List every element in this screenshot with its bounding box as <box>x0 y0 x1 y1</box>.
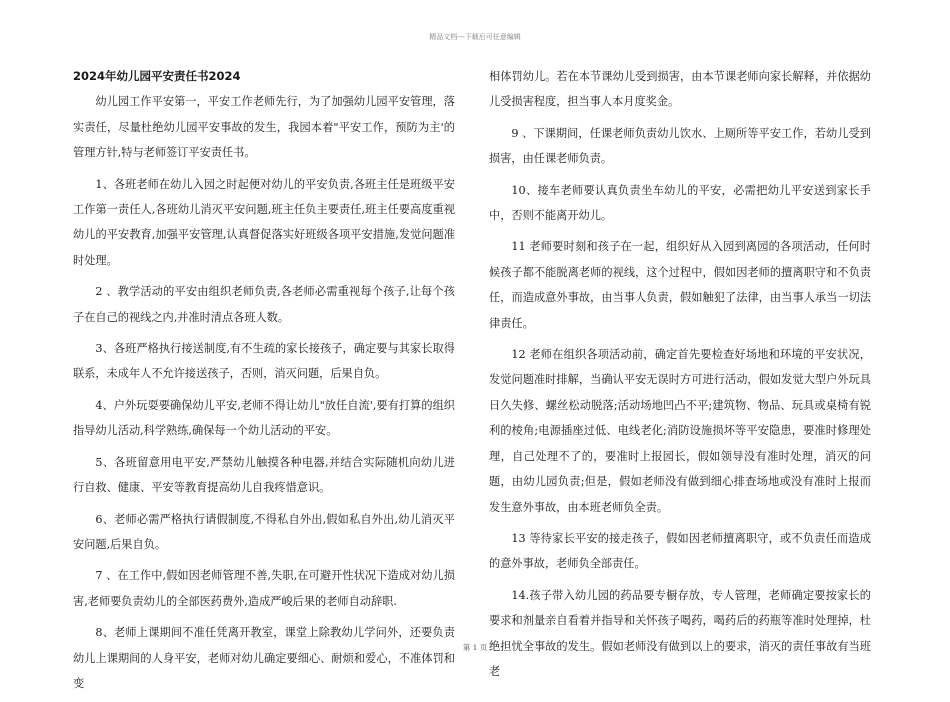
paragraph-item-9: 9 、下课期间，任课老师负责幼儿饮水、上厕所等平安工作，若幼儿受到损害，由任课老师负责。 <box>489 126 871 166</box>
page-number: 第 1 页 <box>462 643 488 652</box>
paragraph-intro: 幼儿园工作平安第一，平安工作老师先行，为了加强幼儿园平安管理，落实责任，尽量杜绝幼儿园平安事故的发生，我园本着"平安工作，预防为主'的管理方针,特与老师签订平安责任书。 <box>73 95 455 160</box>
paragraph-item-12: 12 老师在组织各项活动前，确定首先要检查好场地和环境的平安状况，发觉问题准时排解，当确认平安无误时方可进行活动，假如发觉大型户外玩具日久失修、螺丝松动脱落;活动场地凹凸不平;建筑物、物品、玩具或桌椅有锐利的棱角;电源插座过低、电线老化;消防设施损坏等平安隐患，要准时修理处理，自己处理不了的，要准时上报园长，假如领导没有准时处理，消灭的问题，由幼儿园负责;但是，假如老师没有做到细心排查场地或没有准时上报而发生意外事故，由本班老师负全责。 <box>489 348 871 514</box>
paragraph-item-4: 4、户外玩耍要确保幼儿平安,老师不得让幼儿"放任自流',要有打算的组织指导幼儿活动,科学熟练,确保每一个幼儿活动的平安。 <box>73 398 455 438</box>
paragraph-item-6: 6、老师必需严格执行请假制度,不得私自外出,假如私自外出,幼儿消灭平安问题,后果自负。 <box>73 512 455 551</box>
paragraph-item-2: 2 、教学活动的平安由组织老师负责,各老师必需重视每个孩子,让每个孩子在自己的视线之内,并准时清点各班人数。 <box>73 285 455 324</box>
left-column <box>73 64 455 702</box>
paragraph-item-13: 13 等待家长平安的接走孩子，假如因老师擅离职守，或不负责任而造成的意外事故，老师负全部责任。 <box>489 531 871 571</box>
paragraph-item-11: 11 老师要时刻和孩子在一起，组织好从入园到离园的各项活动，任何时候孩子都不能脱离老师的视线，这个过程中，假如因老师的擅离职守和不负责任，而造成意外事故，由当事人负责，假如触犯了法律，由当事人承当一切法律责任。 <box>489 240 871 330</box>
paragraph-item-14: 14.孩子带入幼儿园的药品要专橱存放，专人管理，老师确定要按家长的要求和剂量亲自看着并指导和关怀孩子喝药，喝药后的药瓶等准时处理掉，杜绝担忧全事故的发生。假如老师没有做到以上的要求，消灭的责任事故有当班老 <box>489 588 871 678</box>
paragraph-item-1: 1、各班老师在幼儿入园之时起便对幼儿的平安负责,各班主任是班级平安工作第一责任人,各班幼儿消灭平安问题,班主任负主要责任,班主任要高度重视幼儿的平安教育,加强平安管理,认真督促落实好班级各项平安措施,发觉问题准时处理。 <box>73 177 455 267</box>
paragraph-item-7: 7 、在工作中,假如因老师管理不善,失职,在可避开性状况下造成对幼儿损害,老师要负责幼儿的全部医药费外,造成严峻后果的老师自动辞职. <box>73 569 455 608</box>
page-header: 精品文档---下载后可任意编辑 <box>429 33 521 41</box>
document-title: 2024年幼儿园平安责任书2024 <box>73 69 241 83</box>
paragraph-item-8: 8、老师上课期间不准任凭离开教室，课堂上除教幼儿学问外，还要负责幼儿上课期间的人身平安，老师对幼儿确定要细心、耐烦和爱心，不准体罚和变 <box>73 626 455 690</box>
right-column <box>489 64 871 690</box>
paragraph-item-5: 5、各班留意用电平安,严禁幼儿触摸各种电器,并结合实际随机向幼儿进行自救、健康、平安等教育提高幼儿自我疼惜意识。 <box>73 455 455 495</box>
paragraph-item-3: 3、各班严格执行接送制度,有不生疏的家长接孩子，确定要与其家长取得联系，未成年人不允许接送孩子，否则，消灭问题，后果自负。 <box>73 342 455 381</box>
paragraph-item-8-continued: 相体罚幼儿。若在本节课幼儿受到损害，由本节课老师向家长解释，并依据幼儿受损害程度，担当事人本月度奖金。 <box>489 70 871 109</box>
paragraph-item-10: 10、接车老师要认真负责坐车幼儿的平安，必需把幼儿平安送到家长手中，否则不能离开幼儿。 <box>489 183 871 223</box>
